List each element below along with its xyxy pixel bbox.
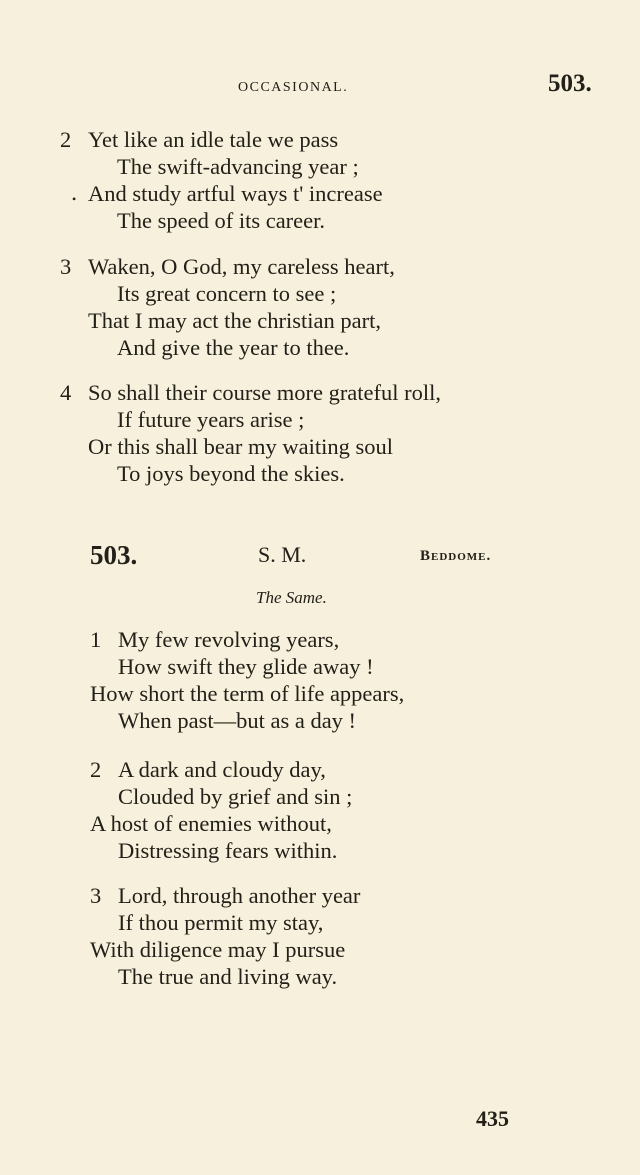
stray-mark: • — [72, 192, 77, 206]
hymn-author: Beddome. — [420, 548, 492, 564]
hymn-subtitle: The Same. — [256, 588, 327, 607]
stanza-number: 1 — [90, 627, 102, 652]
verse-line: If future years arise ; — [117, 407, 305, 432]
verse-line: The swift-advancing year ; — [117, 154, 359, 179]
verse-line: And study artful ways t' increase — [88, 181, 383, 206]
stanza-number: 3 — [90, 883, 102, 908]
verse-line: A dark and cloudy day, — [118, 757, 326, 782]
verse-line: When past—but as a day ! — [118, 708, 357, 733]
verse-line: Lord, through another year — [118, 883, 361, 908]
verse-line: With diligence may I pursue — [90, 937, 346, 962]
verse-line: How short the term of life appears, — [90, 681, 405, 706]
hymn-number: 503. — [90, 540, 138, 570]
verse-line: My few revolving years, — [118, 627, 340, 652]
verse-line: Distressing fears within. — [118, 838, 338, 863]
verse-line: To joys beyond the skies. — [117, 461, 345, 486]
verse-line: Or this shall bear my waiting soul — [88, 434, 393, 459]
verse-line: If thou permit my stay, — [118, 910, 324, 935]
verse-line: Clouded by grief and sin ; — [118, 784, 353, 809]
header-hymn-number: 503. — [548, 70, 592, 97]
verse-line: How swift they glide away ! — [118, 654, 374, 679]
verse-line: Yet like an idle tale we pass — [88, 127, 339, 152]
stanza-number: 3 — [60, 254, 72, 279]
stanza-number: 4 — [60, 380, 72, 405]
hymn-meter: S. M. — [258, 542, 307, 567]
hymn-heading — [90, 540, 520, 572]
stanza-2 — [90, 756, 570, 864]
verse-line: Its great concern to see ; — [117, 281, 337, 306]
verse-line: That I may act the christian part, — [88, 308, 382, 333]
verse-line: The true and living way. — [118, 964, 338, 989]
verse-line: So shall their course more grateful roll, — [88, 380, 442, 405]
stanza-3 — [90, 882, 570, 990]
stanza-prev-2 — [60, 126, 540, 234]
stanza-number: 2 — [90, 757, 102, 782]
running-head: OCCASIONAL. — [238, 80, 349, 95]
stanza-prev-4 — [60, 379, 540, 487]
verse-line: The speed of its career. — [117, 208, 326, 233]
verse-line: And give the year to thee. — [117, 335, 350, 360]
stanza-1 — [90, 626, 570, 734]
verse-line: Waken, O God, my careless heart, — [88, 254, 395, 279]
stanza-number: 2 — [60, 127, 72, 152]
stanza-prev-3 — [60, 253, 540, 361]
page-number: 435 — [476, 1106, 509, 1131]
verse-line: A host of enemies without, — [90, 811, 332, 836]
